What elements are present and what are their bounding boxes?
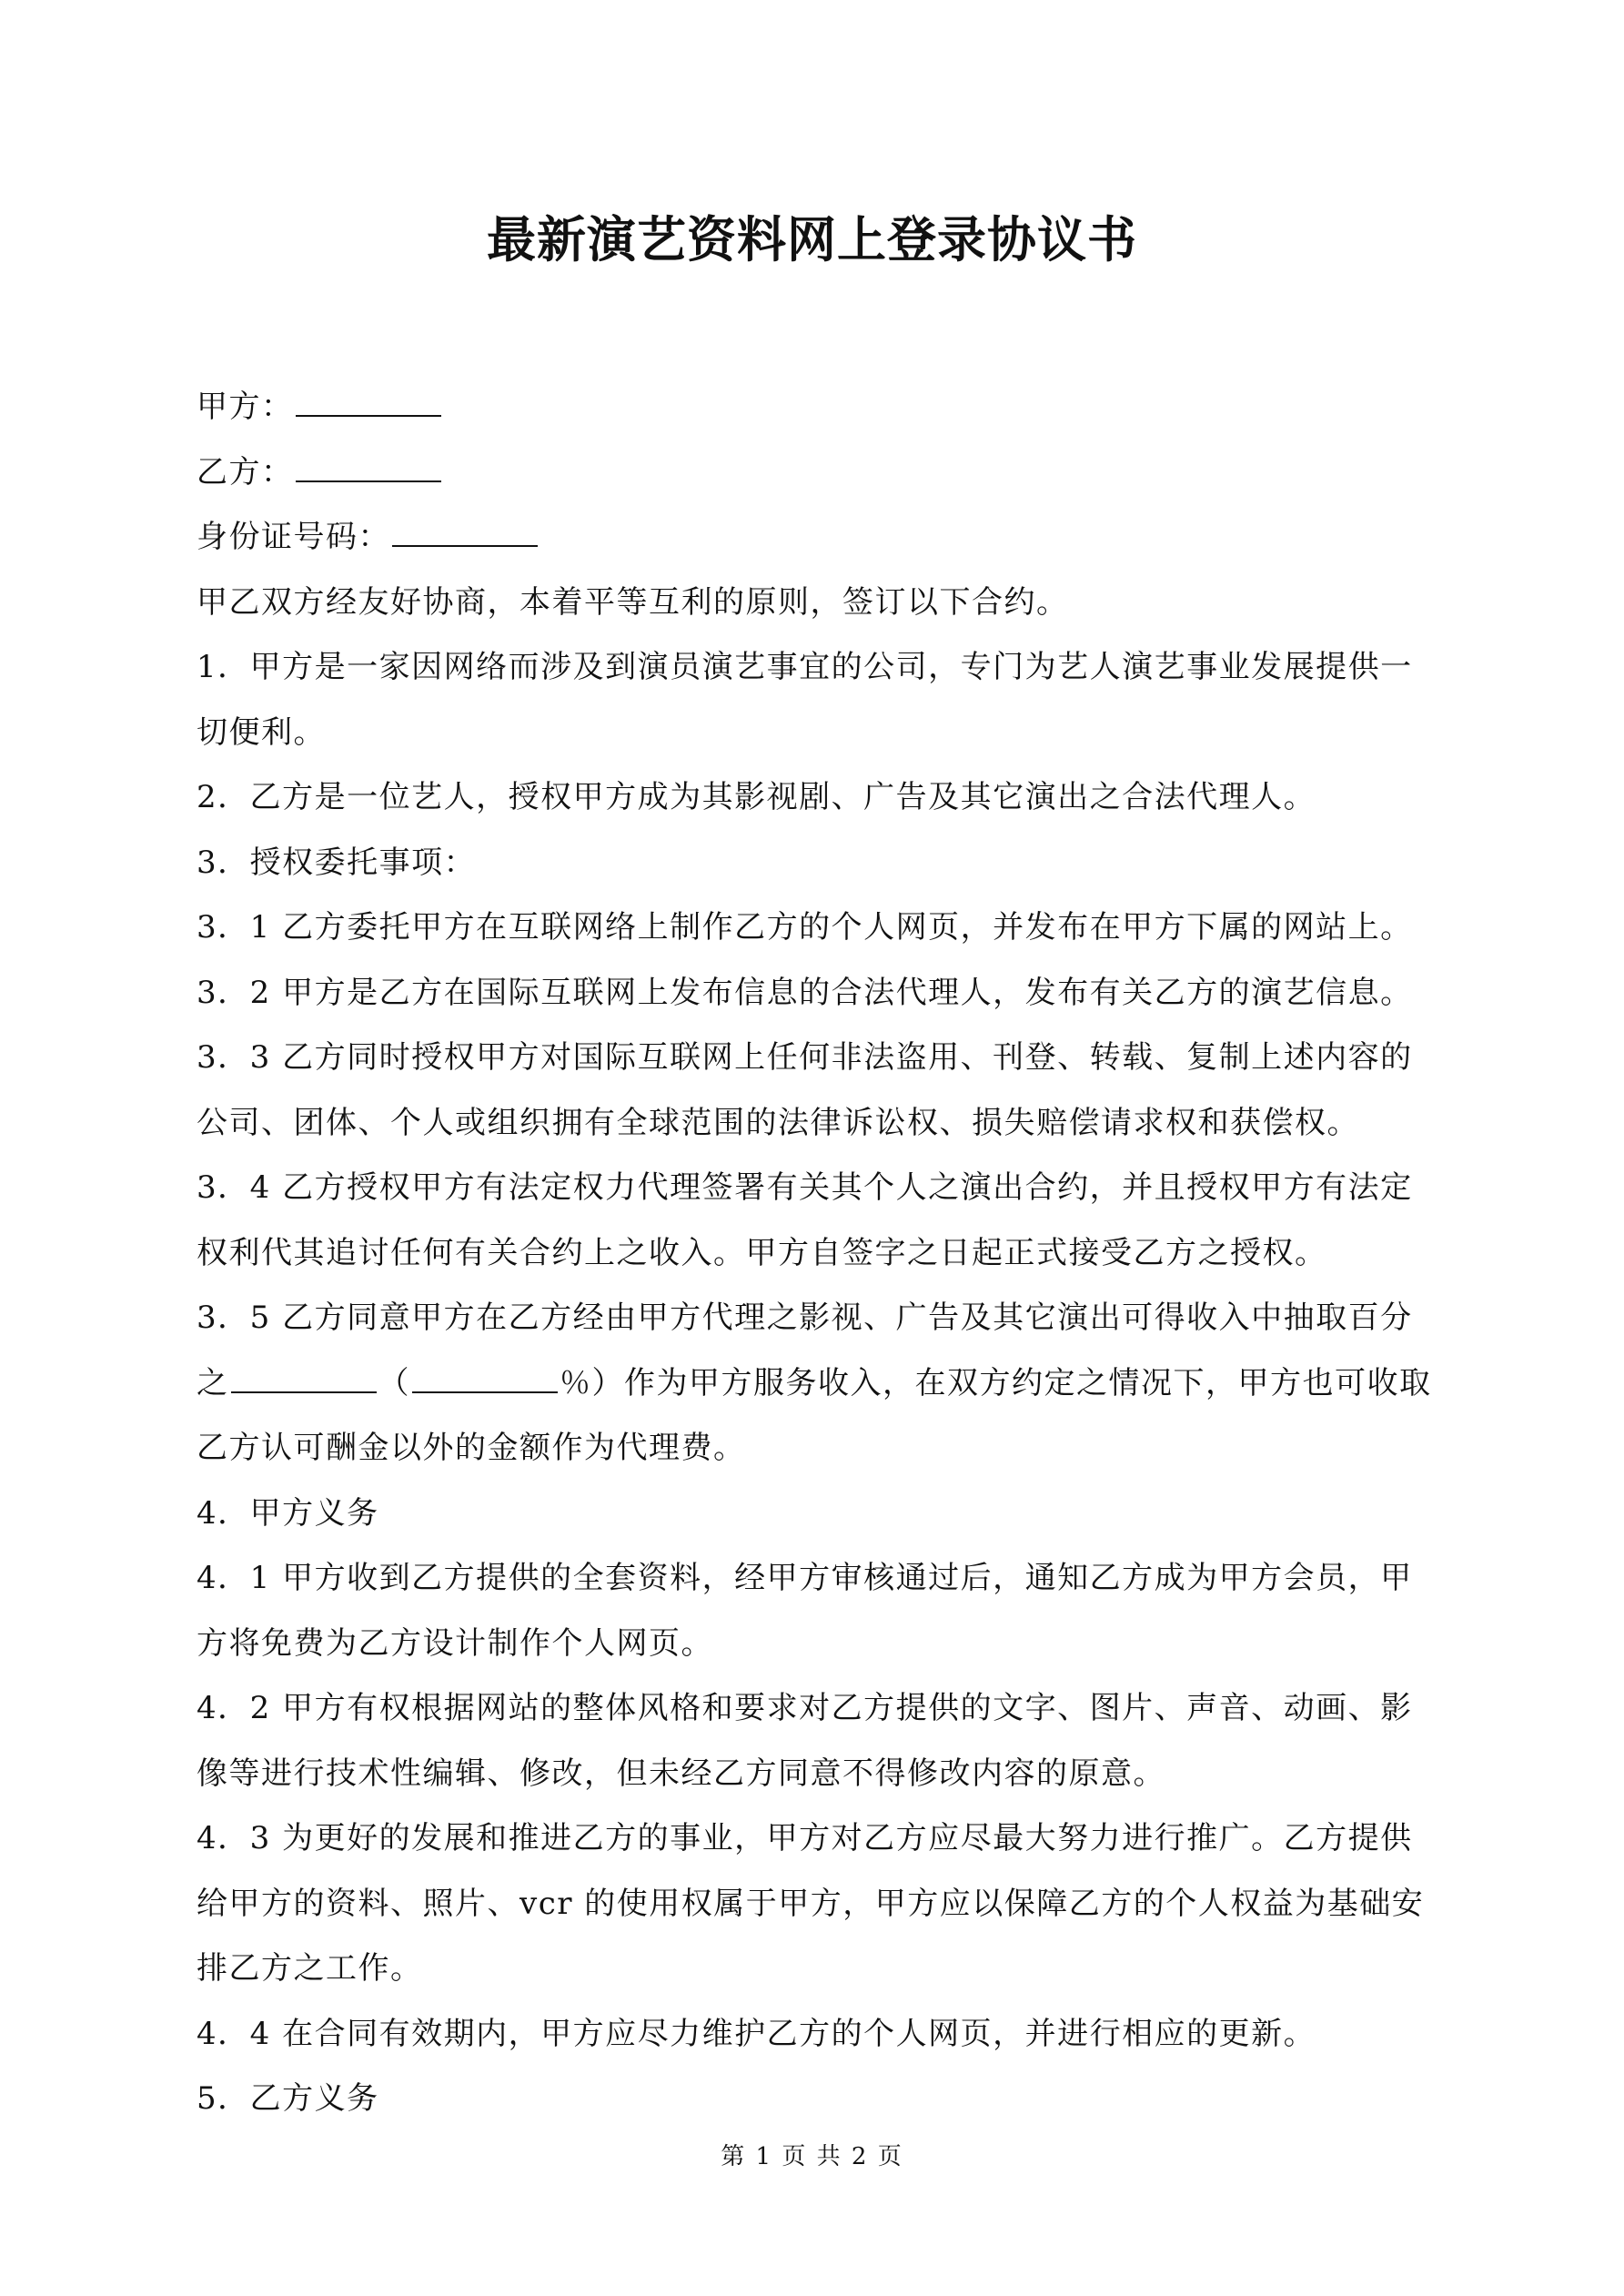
- clause-3-3-line-2: 公司、团体、个人或组织拥有全球范围的法律诉讼权、损失赔偿请求权和获偿权。: [197, 1104, 1359, 1141]
- document-title: 最新演艺资料网上登录协议书: [487, 210, 1137, 268]
- party-b-label: 乙方：: [197, 453, 294, 491]
- clause-3-4-line-2: 权利代其追讨任何有关合约上之收入。甲方自签字之日起正式接受乙方之授权。: [197, 1234, 1327, 1271]
- clause-2: 2．乙方是一位艺人，授权甲方成为其影视剧、广告及其它演出之合法代理人。: [197, 779, 1316, 815]
- clause-3-5-line-3: 乙方认可酬金以外的金额作为代理费。: [197, 1430, 746, 1466]
- clause-3-5-text-b: （: [378, 1364, 410, 1401]
- clause-5-heading: 5．乙方义务: [197, 2080, 379, 2117]
- clause-4-1-line-1: 4．1 甲方收到乙方提供的全套资料，经甲方审核通过后，通知乙方成为甲方会员，甲: [197, 1560, 1413, 1596]
- clause-4-3-line-1: 4．3 为更好的发展和推进乙方的事业，甲方对乙方应尽最大努力进行推广。乙方提供: [197, 1820, 1413, 1856]
- party-b-blank: [296, 453, 441, 482]
- clause-1-line-1: 1．甲方是一家因网络而涉及到演员演艺事宜的公司，专门为艺人演艺事业发展提供一: [197, 649, 1413, 685]
- clause-4-3-line-2: 给甲方的资料、照片、vcr 的使用权属于甲方，甲方应以保障乙方的个人权益为基础安: [197, 1885, 1425, 1922]
- clause-3-2: 3．2 甲方是乙方在国际互联网上发布信息的合法代理人，发布有关乙方的演艺信息。: [197, 974, 1413, 1011]
- clause-4-3-line-3: 排乙方之工作。: [197, 1950, 423, 1987]
- clause-3-heading: 3．授权委托事项：: [197, 844, 477, 881]
- clause-3-5-text-c: ％）作为甲方服务收入，在双方约定之情况下，甲方也可收取: [560, 1364, 1432, 1401]
- document-body: [197, 375, 1436, 2132]
- commission-percent-blank: [412, 1364, 558, 1393]
- clause-3-4-line-1: 3．4 乙方授权甲方有法定权力代理签署有关其个人之演出合约，并且授权甲方有法定: [197, 1169, 1413, 1206]
- party-a-line: [197, 375, 1436, 440]
- clause-3-1: 3．1 乙方委托甲方在互联网络上制作乙方的个人网页，并发布在甲方下属的网站上。: [197, 909, 1413, 946]
- commission-amount-blank: [231, 1364, 377, 1393]
- party-a-blank: [296, 388, 441, 417]
- party-a-label: 甲方：: [197, 389, 294, 425]
- clause-4-1-line-2: 方将免费为乙方设计制作个人网页。: [197, 1624, 713, 1662]
- clause-3-5-line-2: [197, 1351, 1436, 1417]
- id-number-line: [197, 505, 1436, 571]
- clause-3-5-text-a: 之: [197, 1364, 229, 1401]
- clause-4-2-line-1: 4．2 甲方有权根据网站的整体风格和要求对乙方提供的文字、图片、声音、动画、影: [197, 1690, 1413, 1726]
- clause-4-4: 4．4 在合同有效期内，甲方应尽力维护乙方的个人网页，并进行相应的更新。: [197, 2015, 1316, 2052]
- intro-line: 甲乙双方经友好协商，本着平等互利的原则，签订以下合约。: [197, 583, 1069, 621]
- id-number-blank: [392, 518, 538, 547]
- clause-3-5-line-1: 3．5 乙方同意甲方在乙方经由甲方代理之影视、广告及其它演出可得收入中抽取百分: [197, 1300, 1413, 1336]
- clause-1-line-2: 切便利。: [197, 713, 326, 751]
- page-footer: 第 1 页 共 2 页: [721, 2143, 903, 2170]
- clause-4-heading: 4．甲方义务: [197, 1494, 379, 1532]
- clause-3-3-line-1: 3．3 乙方同时授权甲方对国际互联网上任何非法盗用、刊登、转载、复制上述内容的: [197, 1039, 1413, 1076]
- clause-4-2-line-2: 像等进行技术性编辑、修改，但未经乙方同意不得修改内容的原意。: [197, 1755, 1165, 1792]
- id-number-label: 身份证号码：: [197, 519, 390, 555]
- party-b-line: [197, 440, 1436, 506]
